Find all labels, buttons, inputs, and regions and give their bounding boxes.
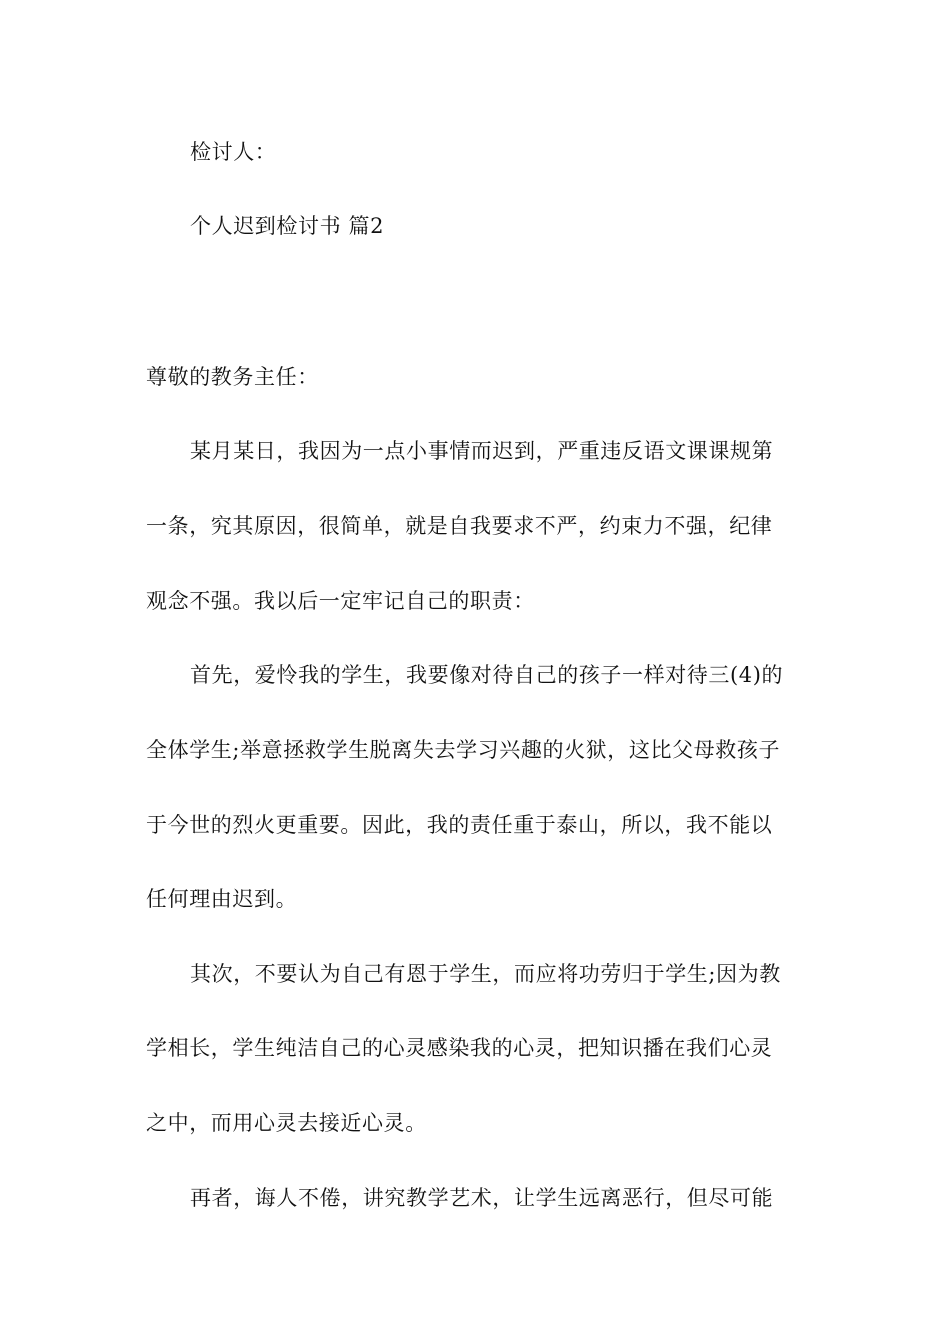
paragraph-line: 一条，究其原因，很简单，就是自我要求不严，约束力不强，纪律: [146, 514, 773, 538]
signature-label: 检讨人：: [190, 140, 277, 164]
paragraph-line: 全体学生;举意拯救学生脱离失去学习兴趣的火狱，这比父母救孩子: [146, 738, 781, 762]
paragraph-line: 某月某日，我因为一点小事情而迟到，严重违反语文课课规第: [190, 439, 774, 463]
paragraph-line: 任何理由迟到。: [146, 887, 298, 911]
paragraph-line: 学相长，学生纯洁自己的心灵感染我的心灵，把知识播在我们心灵: [146, 1036, 773, 1060]
paragraph-line: 首先，爱怜我的学生，我要像对待自己的孩子一样对待三(4)的: [190, 663, 784, 687]
paragraph-line: 再者，诲人不倦，讲究教学艺术，让学生远离恶行，但尽可能: [190, 1186, 774, 1210]
paragraph-line: 其次，不要认为自己有恩于学生，而应将功劳归于学生;因为教: [190, 962, 781, 986]
document-title: 个人迟到检讨书 篇2: [190, 214, 385, 238]
paragraph-line: 观念不强。我以后一定牢记自己的职责：: [146, 589, 535, 613]
salutation: 尊敬的教务主任：: [146, 365, 319, 389]
paragraph-line: 之中，而用心灵去接近心灵。: [146, 1111, 427, 1135]
paragraph-line: 于今世的烈火更重要。因此，我的责任重于泰山，所以，我不能以: [146, 813, 773, 837]
